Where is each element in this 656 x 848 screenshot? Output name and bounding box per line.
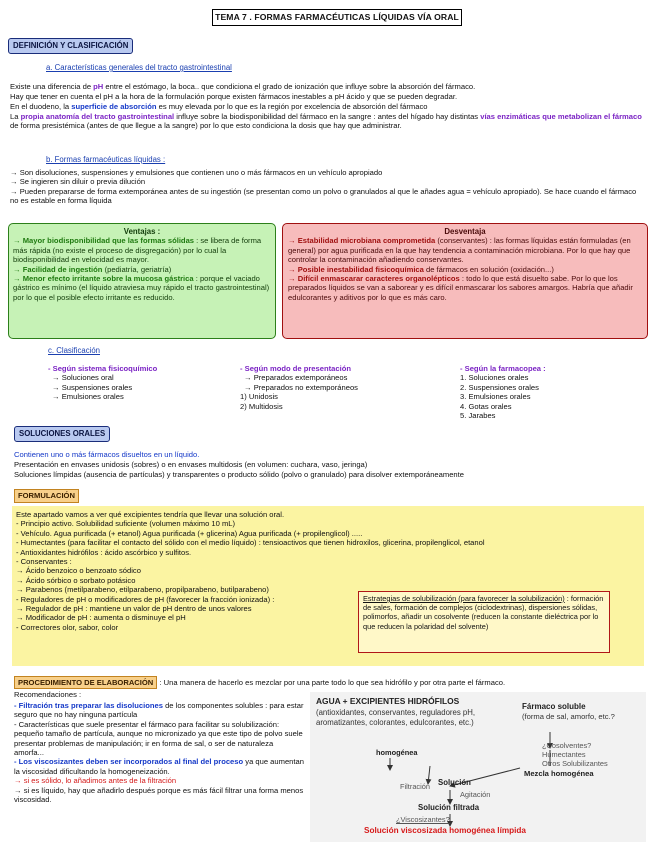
col-title: - Según la farmacopea : xyxy=(460,364,546,373)
list-item: → si es sólido, lo añadimos antes de la filtración xyxy=(14,776,177,786)
diagram-humectantes: Humectantes xyxy=(542,750,586,759)
subheading-a: a. Características generales del tracto gastrointestinal xyxy=(46,63,232,72)
diagram-homogenea: homogénea xyxy=(376,748,418,757)
list-item: - Los viscosizantes deben ser incorporados al final del proceso ya que aumentan la viscosidad dificultando la homogeneización. xyxy=(14,757,304,776)
formulacion-line: - Correctores olor, sabor, color xyxy=(16,622,119,632)
soluciones-def: Contienen uno o más fármacos disueltos en un líquido. xyxy=(14,450,200,459)
list-item: → Preparados extemporáneos xyxy=(244,373,348,383)
diagram-cosolventes: ¿Cosolventes? xyxy=(542,741,592,750)
col-title: - Según modo de presentación xyxy=(240,364,351,373)
diagram-agua-sub: (antioxidantes, conservantes, reguladores pH, aromatizantes, colorantes, edulcorantes, etc.) xyxy=(316,708,476,727)
list-item: → Pueden prepararse de forma extemporánea antes de su ingestión (se presentan como un polvo o granulados al que le añades agua = vehículo apropiado). Se hace cuando el fármaco no es estable en forma líquida xyxy=(10,186,637,206)
formulacion-line: → Ácido sórbico o sorbato potásico xyxy=(16,575,136,585)
diagram-mezcla: Mezcla homogénea xyxy=(524,769,594,778)
formulacion-line: - Vehículo. Agua purificada (+ etanol) Agua purificada (+ glicerina) Agua purificada (+ propilenglicol) ..... xyxy=(16,528,363,538)
list-item: → Suspensiones orales xyxy=(52,382,133,392)
recomendaciones-list xyxy=(14,701,304,804)
recomendaciones-label: Recomendaciones : xyxy=(14,690,82,699)
list-item: - Características que suele presentar el fármaco para facilitar su solubilización: pequeño tamaño de partícula, aunque no micronizado ya que este tipo de polvo suele presentar problemas de manipulación; ir en forma de sal, o ser de naturaleza amorfa... xyxy=(14,719,303,758)
list-item: → Menor efecto irritante sobre la mucosa gástrica : porque el vaciado gástrico es mínimo (el líquido atraviesa muy rápido el tracto gastrointestinal) por lo que el posible efecto irritante es reducido. xyxy=(13,274,270,302)
list-item: 1. Soluciones orales xyxy=(460,373,529,383)
formulacion-line: - Antioxidantes hidrófilos : ácido ascórbico y sulfitos. xyxy=(16,547,192,557)
diagram-filtrada: Solución filtrada xyxy=(418,803,480,812)
list-item: → Emulsiones orales xyxy=(52,392,124,402)
clasificacion-col-3 xyxy=(460,364,640,420)
soluciones-line-2: Soluciones límpidas (ausencia de partículas) y transparentes o producto sólido (polvo o granulado) para disolver extemporáneamente xyxy=(14,470,464,479)
formulacion-line: Este apartado vamos a ver qué excipientes tendría que llevar una solución oral. xyxy=(16,510,285,519)
subheading-b: b. Formas farmacéuticas líquidas : xyxy=(46,155,166,164)
list-item: 1) Unidosis xyxy=(240,392,278,402)
list-item: 2. Suspensiones orales xyxy=(460,382,539,392)
section-tag-soluciones: SOLUCIONES ORALES xyxy=(14,426,110,442)
clasificacion-col-1 xyxy=(48,364,228,402)
list-item: 4. Gotas orales xyxy=(460,401,512,411)
list-item: → si es líquido, hay que añadirlo después porque es más fácil filtrar una forma menos viscosidad. xyxy=(14,785,304,805)
procedimiento-intro: PROCEDIMIENTO DE ELABORACIÓN : Una manera de hacerlo es mezclar por una parte todo lo que sea hidrófilo y por otra parte el fármaco. xyxy=(14,676,646,689)
list-formas xyxy=(10,168,646,206)
formulacion-line: - Humectantes (para facilitar el contacto del sólido con el medio líquido) : tensioactivos que tienen hidroxilos, glicerina, propilenglicol, etanol xyxy=(16,538,485,548)
clasificacion-col-2 xyxy=(240,364,440,411)
diagram-agua-title: AGUA + EXCIPIENTES HIDRÓFILOS xyxy=(316,696,460,706)
ventajas-box xyxy=(8,223,276,339)
list-item: 2) Multidosis xyxy=(240,401,283,411)
formulacion-line: → Parabenos (metilparabeno, etilparabeno, propilparabeno, butilparabeno) xyxy=(16,585,269,595)
list-item: → Facilidad de ingestión (pediatría, geriatría) xyxy=(13,264,172,274)
section-tag-procedimiento: PROCEDIMIENTO DE ELABORACIÓN xyxy=(14,676,157,689)
paragraph-duodeno: En el duodeno, la superficie de absorción es muy elevada por lo que es la región por excelencia de absorción del fármaco xyxy=(10,102,428,111)
list-item: → Posible inestabilidad fisicoquímica de fármacos en solución (oxidación...) xyxy=(288,264,554,274)
ventajas-title: Ventajas : xyxy=(123,227,161,236)
diagram-agitacion: Agitación xyxy=(460,790,491,799)
formulacion-line: → Regulador de pH : mantiene un valor de pH dentro de unos valores xyxy=(16,604,252,614)
list-item: 3. Emulsiones orales xyxy=(460,392,531,402)
formulacion-line: → Ácido benzoico o benzoato sódico xyxy=(16,566,141,576)
formulacion-line: - Reguladores de pH o modificadores de pH (favorecer la fracción ionizada) : xyxy=(16,594,275,604)
process-diagram xyxy=(310,692,646,842)
desventajas-box xyxy=(282,223,648,339)
list-item: → Soluciones oral xyxy=(52,373,114,383)
list-item: → Son disoluciones, suspensiones y emulsiones que contienen uno o más fármacos en un vehículo apropiado xyxy=(10,168,383,177)
formulacion-line: - Principio activo. Solubilidad suficiente (volumen máximo 10 mL) xyxy=(16,519,236,529)
desventajas-title: Desventaja xyxy=(444,227,486,236)
col-title: - Según sistema fisicoquímico xyxy=(48,364,158,373)
list-item: → Estabilidad microbiana comprometida (conservantes) : las formas líquidas están formuladas (en general) por agua purificada en la que hay tendencia a contaminación microbiana. Por lo que hay que controlar la contaminación añadiendo conservantes. xyxy=(288,236,631,265)
list-item: → Difícil enmascarar caracteres organolépticos : todo lo que está disuelto sabe. Por lo que los preparados líquidos se van a saborear y es difícil enmascarar los sabores amargos. Habría que añadir edulcorantes y aditivos por lo que es más caro. xyxy=(288,274,633,302)
diagram-solucion: Solución xyxy=(438,778,471,787)
section-tag-formulacion: FORMULACIÓN xyxy=(14,489,79,503)
list-item: 5. Jarabes xyxy=(460,411,496,421)
diagram-farmaco-sub: (forma de sal, amorfo, etc.? xyxy=(522,712,615,721)
list-item: → Mayor biodisponibilidad que las formas sólidas : se libera de forma más rápida (no existe el proceso de disgregación) por lo cual la biodisponibilidad en velocidad es mayor. xyxy=(13,236,262,265)
list-item: - Filtración tras preparar las disoluciones de los componentes solubles : para estar seguro que no hay ninguna partícula xyxy=(14,701,304,720)
paragraph-ph-2: Hay que tener en cuenta el pH a la hora de la formulación porque existen fármacos inestables a pH ácido y que se pueden degradar. xyxy=(10,92,458,101)
page-title: TEMA 7 . FORMAS FARMACÉUTICAS LÍQUIDAS VÍA ORAL xyxy=(212,9,462,26)
list-item: → Se ingieren sin diluir o previa dilución xyxy=(10,177,146,187)
diagram-otros: Otros Solubilizantes xyxy=(542,759,608,768)
formulacion-line: → Modificador de pH : aumenta o disminuye el pH xyxy=(16,613,186,623)
paragraph-ph: Existe una diferencia de pH entre el estómago, la boca.. que condiciona el grado de ionización que influye sobre la absorción del fármaco. xyxy=(10,82,476,91)
list-item: → Preparados no extemporáneos xyxy=(244,382,358,392)
diagram-farmaco-title: Fármaco soluble xyxy=(522,702,586,711)
estrategias-box: Estrategias de solubilización (para favorecer la solubilización) : formación de sales, formación de complejos (ciclodextrinas), dispersiones sólidas, polimorfos, añadir un cosolvente (reducen la constante dieléctrica por lo que reducen la polaridad del solvente) xyxy=(358,591,610,653)
diagram-filtracion: Filtración xyxy=(400,782,430,791)
soluciones-line-1: Presentación en envases unidosis (sobres) o en envases multidosis (en volumen: cuchara, vaso, jeringa) xyxy=(14,460,368,469)
subheading-c: c. Clasificación xyxy=(48,346,100,355)
diagram-viscosizantes: ¿Viscosizantes? xyxy=(396,815,450,824)
section-tag-definicion: DEFINICIÓN Y CLASIFICACIÓN xyxy=(8,38,133,54)
paragraph-anatomia: La propia anatomía del tracto gastrointestinal influye sobre la biodisponibilidad del fármaco en la sangre : antes del hígado hay distintas vías enzimáticas que metabolizan el fármaco de forma presistémica (antes de que llegue a la sangre) por lo que esto condiciona la dosis que hay que administrar. xyxy=(10,112,642,131)
formulacion-line: - Conservantes : xyxy=(16,557,72,567)
diagram-final: Solución viscosizada homogénea límpida xyxy=(364,826,526,835)
